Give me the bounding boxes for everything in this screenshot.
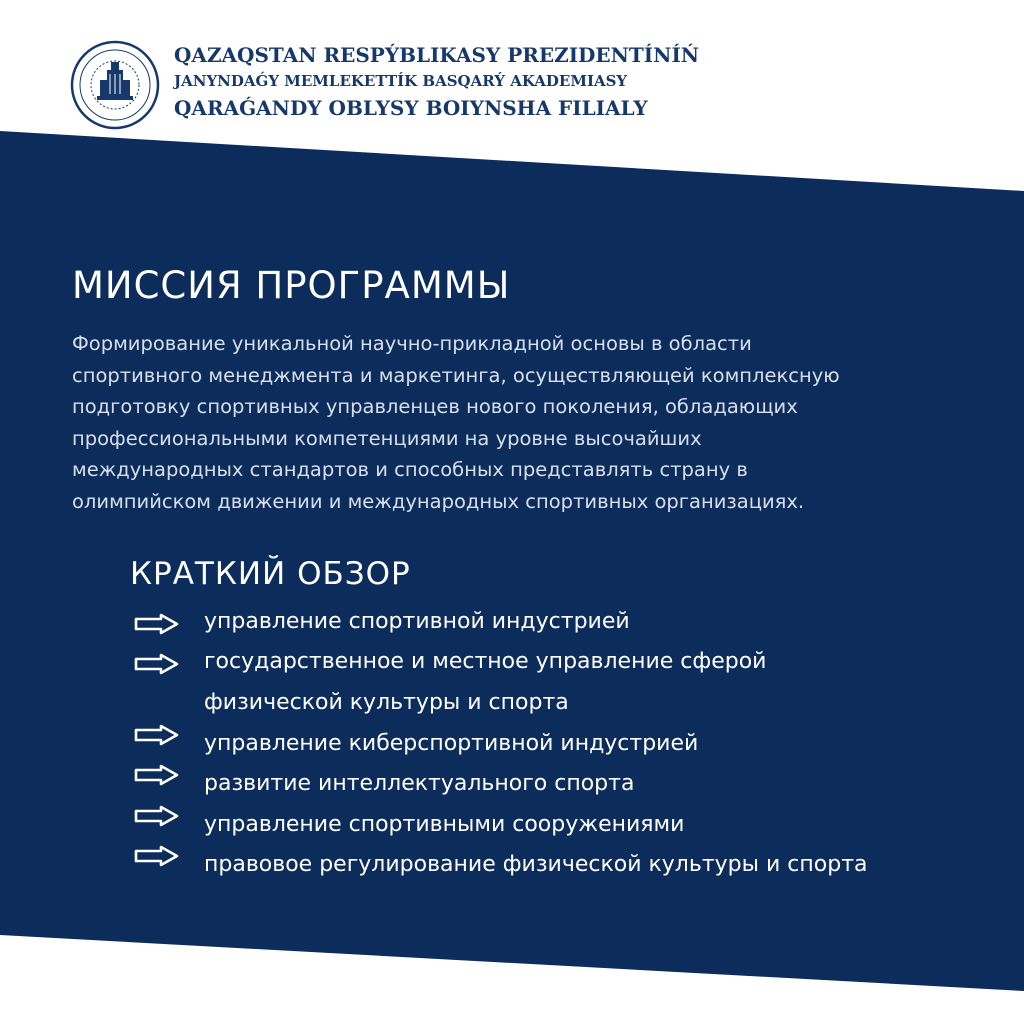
overview-title: КРАТКИЙ ОБЗОР bbox=[130, 556, 411, 592]
overview-item-text: правовое регулирование физической культуры и спорта bbox=[204, 852, 868, 877]
mission-text-line: олимпийском движении и международных спортивных организациях. bbox=[72, 489, 805, 513]
overview-item-text: физической культуры и спорта bbox=[204, 690, 569, 715]
overview-item-text: развитие интеллектуального спорта bbox=[204, 771, 635, 796]
mission-text-line: подготовку спортивных управленцев нового поколения, обладающих bbox=[72, 395, 798, 418]
overview-item-text: государственное и местное управление сферой bbox=[204, 649, 767, 674]
mission-title: МИССИЯ ПРОГРАММЫ bbox=[72, 264, 511, 307]
org-name-line-3: QARAǴANDY OBLYSY BOIYNSHA FILIALY bbox=[174, 96, 648, 120]
overview-item-text: управление киберспортивной индустрией bbox=[204, 731, 699, 756]
org-name-line-1: QAZAQSTAN RESPÝBLIKASY PREZIDENTÍNÍŃ bbox=[174, 43, 700, 67]
mission-text-line: Формирование уникальной научно-прикладной основы в области bbox=[72, 332, 752, 355]
arrow-right-icon bbox=[134, 805, 180, 827]
mission-text-line: профессиональными компетенциями на уровне высочайших bbox=[72, 426, 702, 450]
overview-item-text: управление спортивной индустрией bbox=[204, 609, 630, 634]
arrow-right-icon bbox=[134, 613, 180, 635]
mission-text-line: спортивного менеджмента и маркетинга, осуществляющей комплексную bbox=[72, 363, 840, 387]
academy-seal-icon bbox=[70, 40, 160, 130]
arrow-right-icon bbox=[134, 764, 180, 786]
arrow-right-icon bbox=[134, 653, 180, 675]
org-name-line-2: JANYNDAǴY MEMLEKETTÍK BASQARÝ AKADEMIASY bbox=[174, 72, 628, 90]
arrow-right-icon bbox=[134, 845, 180, 867]
overview-item-text: управление спортивными сооружениями bbox=[204, 812, 685, 837]
mission-text-line: международных стандартов и способных представлять страну в bbox=[72, 458, 748, 481]
mission-text bbox=[72, 328, 982, 517]
arrow-right-icon bbox=[134, 724, 180, 746]
